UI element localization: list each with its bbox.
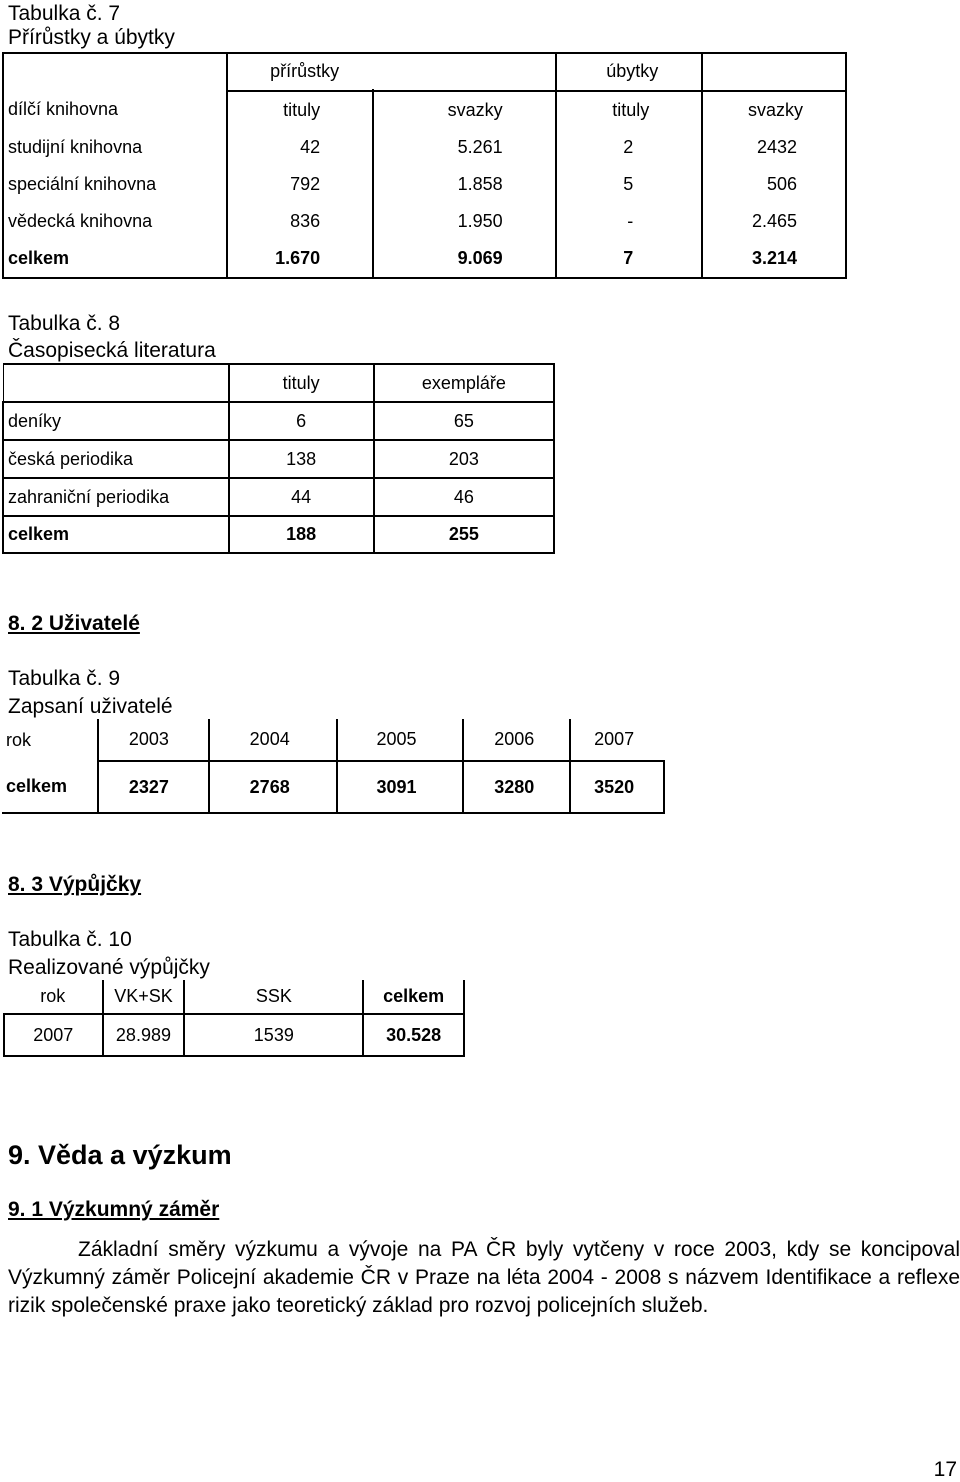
- col-header: dílčí knihovna: [3, 91, 227, 128]
- section-heading-8-3: 8. 3 Výpůjčky: [8, 873, 142, 896]
- section-heading-8-2: 8. 2 Uživatelé: [8, 612, 140, 635]
- table8-caption-title: Časopisecká literatura: [8, 339, 216, 362]
- table-total-row: celkem 2327 2768 3091 3280 3520: [2, 761, 664, 813]
- table-row: česká periodika 138 203: [3, 440, 554, 478]
- table-8: [2, 363, 555, 554]
- table-total-row: celkem 1.670 9.069 7 3.214: [3, 240, 846, 278]
- table10-header-row: [4, 980, 464, 1014]
- col-header: 2004: [209, 719, 338, 761]
- col-header: tituly: [227, 91, 374, 128]
- col-header: svazky: [702, 91, 846, 128]
- col-header: SSK: [184, 980, 363, 1014]
- table-row: vědecká knihovna 836 1.950 - 2.465: [3, 203, 846, 240]
- col-header: rok: [4, 980, 103, 1014]
- group-header-prirustky: přírůstky: [227, 53, 374, 89]
- table10-caption-title: Realizované výpůjčky: [8, 956, 210, 979]
- section-heading-9: 9. Věda a výzkum: [8, 1140, 232, 1170]
- table8-caption-number: Tabulka č. 8: [8, 312, 121, 335]
- table-row: 2007 28.989 1539 30.528: [4, 1014, 464, 1056]
- table-7: [2, 52, 847, 279]
- col-header: svazky: [373, 91, 555, 128]
- col-header: celkem: [363, 980, 464, 1014]
- page-number: 17: [933, 1458, 957, 1481]
- table10-caption-number: Tabulka č. 10: [8, 928, 132, 951]
- col-header: 2006: [463, 719, 570, 761]
- col-header: exempláře: [374, 364, 554, 402]
- col-header: rok: [6, 729, 32, 750]
- col-header: 2007: [570, 719, 664, 761]
- body-paragraph: Základní směry výzkumu a vývoje na PA ČR byly vytčeny v roce 2003, kdy se koncipoval Výzkumný záměr Policejní akademie ČR v Praze na léta 2004 - 2008 s názvem Identifikace a reflexe rizik společenské praxe jako teoretický základ pro rozvoj policejních služeb.: [8, 1238, 960, 1317]
- table-total-row: celkem 188 255: [3, 516, 554, 553]
- group-header-ubytky: úbytky: [556, 53, 703, 89]
- table7-caption-title: Přírůstky a úbytky: [8, 26, 175, 49]
- table8-header-row: [3, 364, 554, 402]
- table-row: zahraniční periodika 44 46: [3, 478, 554, 516]
- table-10: [3, 980, 465, 1057]
- table-row: deníky 6 65: [3, 402, 554, 440]
- table-row: speciální knihovna 792 1.858 5 506: [3, 166, 846, 203]
- table7-column-header-row: [3, 91, 846, 128]
- table7-caption-number: Tabulka č. 7: [8, 2, 121, 25]
- col-header: VK+SK: [103, 980, 185, 1014]
- table9-caption-title: Zapsaní uživatelé: [8, 695, 173, 718]
- table7-group-header-row: [3, 53, 846, 89]
- table-9: [2, 719, 665, 814]
- table-row: studijní knihovna 42 5.261 2 2432: [3, 128, 846, 166]
- section-heading-9-1: 9. 1 Výzkumný záměr: [8, 1198, 220, 1221]
- table9-header-row: [2, 719, 664, 761]
- col-header: tituly: [556, 91, 703, 128]
- col-header: 2005: [337, 719, 463, 761]
- col-header: 2003: [98, 719, 209, 761]
- table9-caption-number: Tabulka č. 9: [8, 667, 121, 690]
- col-header: tituly: [229, 364, 374, 402]
